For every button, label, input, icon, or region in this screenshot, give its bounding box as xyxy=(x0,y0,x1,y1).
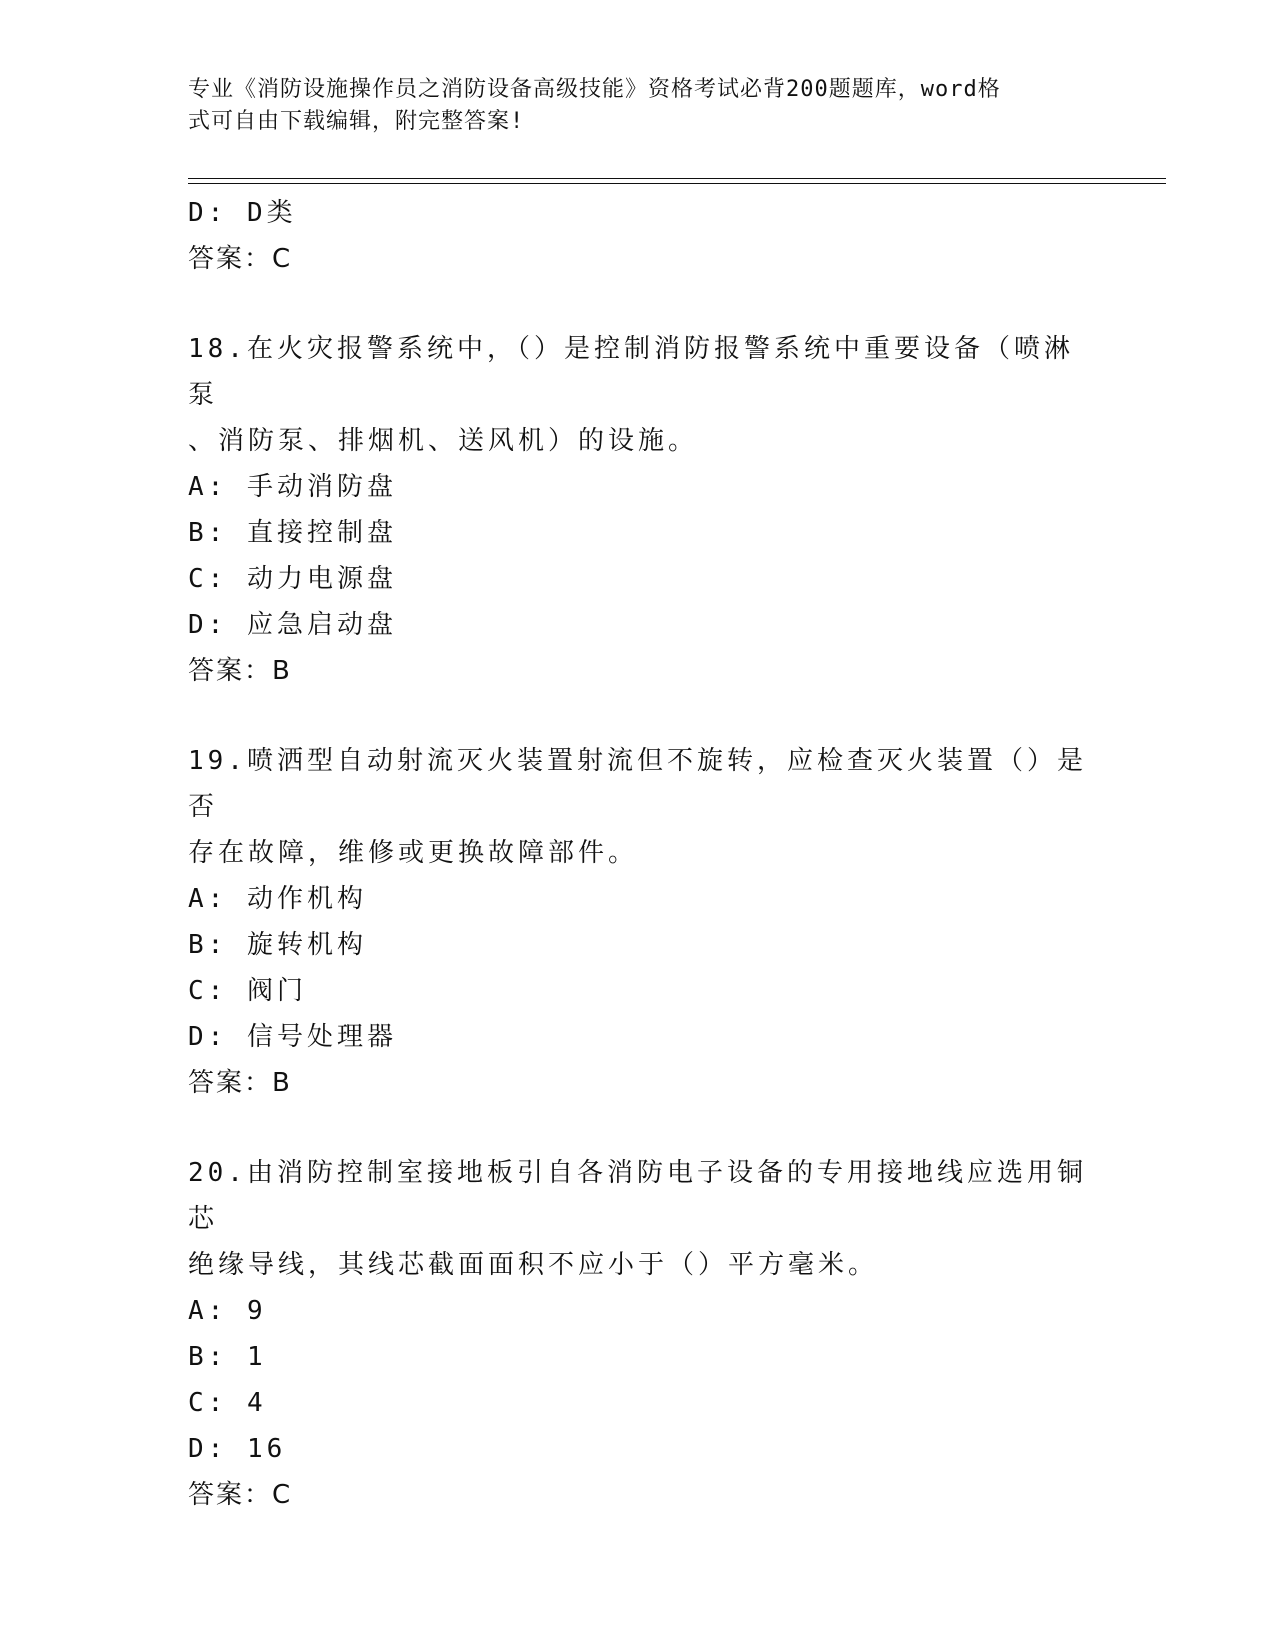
question-19 xyxy=(188,738,1088,1106)
option-b: B: 旋转机构 xyxy=(188,930,367,960)
question-text-line-1: 19.喷洒型自动射流灭火装置射流但不旋转，应检查灭火装置（）是否 xyxy=(188,746,1087,822)
document-header xyxy=(188,74,1068,138)
option-b: B: 直接控制盘 xyxy=(188,518,397,548)
option-c: C: 动力电源盘 xyxy=(188,564,397,594)
option-d: D: 应急启动盘 xyxy=(188,610,397,640)
question-text-line-2: 存在故障，维修或更换故障部件。 xyxy=(188,838,639,868)
answer-line: 答案：B xyxy=(188,656,292,686)
question-text-line-2: 、消防泵、排烟机、送风机）的设施。 xyxy=(188,426,699,456)
header-divider-top xyxy=(188,178,1166,179)
question-18 xyxy=(188,326,1088,694)
answer-line: 答案：B xyxy=(188,1068,292,1098)
header-divider-bottom xyxy=(188,183,1166,184)
previous-question-tail xyxy=(188,190,1088,282)
question-text-line-2: 绝缘导线，其线芯截面面积不应小于（）平方毫米。 xyxy=(188,1250,879,1280)
answer-line: 答案：C xyxy=(188,1480,293,1510)
option-c: C: 阀门 xyxy=(188,976,307,1006)
option-a: A: 9 xyxy=(188,1296,267,1326)
option-d: D: 16 xyxy=(188,1434,287,1464)
answer-line: 答案：C xyxy=(188,244,293,274)
option-d: D: D类 xyxy=(188,198,297,228)
option-d: D: 信号处理器 xyxy=(188,1022,397,1052)
option-b: B: 1 xyxy=(188,1342,267,1372)
option-c: C: 4 xyxy=(188,1388,267,1418)
document-body xyxy=(188,190,1088,1518)
header-line-1: 专业《消防设施操作员之消防设备高级技能》资格考试必背200题题库，word格 xyxy=(188,77,1001,102)
question-text-line-1: 18.在火灾报警系统中，（）是控制消防报警系统中重要设备（喷淋泵 xyxy=(188,334,1074,410)
question-20 xyxy=(188,1150,1088,1518)
option-a: A: 动作机构 xyxy=(188,884,367,914)
option-a: A: 手动消防盘 xyxy=(188,472,397,502)
header-line-2: 式可自由下载编辑，附完整答案! xyxy=(188,109,525,134)
question-text-line-1: 20.由消防控制室接地板引自各消防电子设备的专用接地线应选用铜芯 xyxy=(188,1158,1087,1234)
